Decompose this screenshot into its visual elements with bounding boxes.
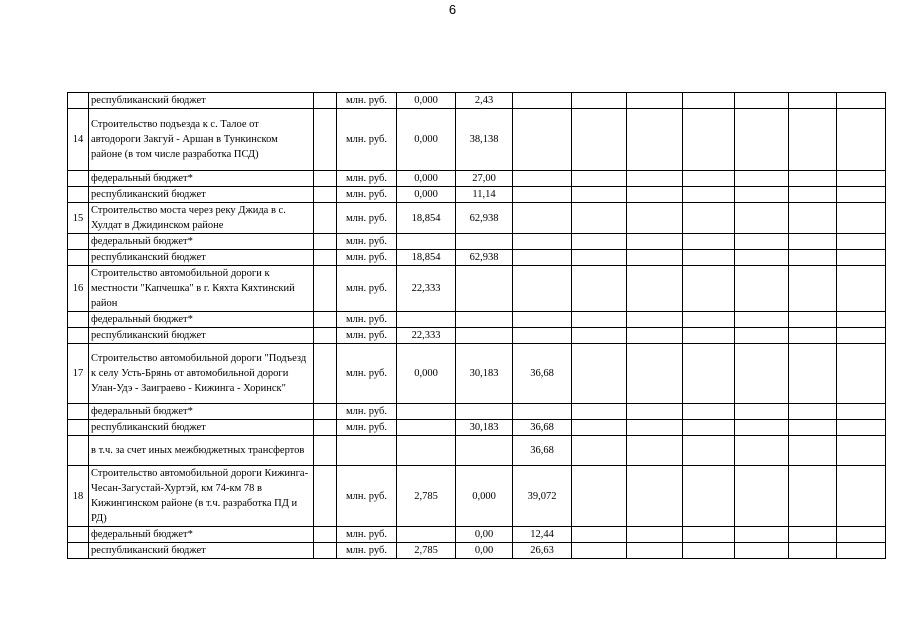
empty-cell — [627, 543, 683, 559]
empty-cell — [789, 328, 837, 344]
empty-cell — [837, 527, 886, 543]
empty-cell — [735, 420, 789, 436]
empty-cell — [627, 404, 683, 420]
empty-cell — [572, 93, 627, 109]
empty-cell — [735, 344, 789, 404]
empty-cell — [837, 312, 886, 328]
row-number — [68, 187, 89, 203]
row-number — [68, 171, 89, 187]
row-number: 17 — [68, 344, 89, 404]
value-cell-1: 2,785 — [397, 466, 456, 527]
empty-cell — [837, 466, 886, 527]
empty-cell — [837, 328, 886, 344]
value-cell-2 — [456, 404, 513, 420]
empty-cell — [627, 187, 683, 203]
item-name: Строительство автомобильной дороги к местности "Капчешка" в г. Кяхта Кяхтинский район — [89, 266, 314, 312]
empty-cell — [683, 312, 735, 328]
unit-cell: млн. руб. — [337, 171, 397, 187]
item-name: республиканский бюджет — [89, 187, 314, 203]
empty-cell — [314, 404, 337, 420]
value-cell-3 — [513, 187, 572, 203]
empty-cell — [314, 266, 337, 312]
empty-cell — [789, 466, 837, 527]
table-row — [68, 234, 886, 250]
value-cell-1: 18,854 — [397, 250, 456, 266]
value-cell-2: 62,938 — [456, 250, 513, 266]
value-cell-2: 2,43 — [456, 93, 513, 109]
unit-cell: млн. руб. — [337, 109, 397, 171]
empty-cell — [627, 109, 683, 171]
row-number — [68, 404, 89, 420]
value-cell-3 — [513, 328, 572, 344]
unit-cell: млн. руб. — [337, 312, 397, 328]
unit-cell: млн. руб. — [337, 234, 397, 250]
empty-cell — [627, 312, 683, 328]
value-cell-2: 62,938 — [456, 203, 513, 234]
unit-cell: млн. руб. — [337, 250, 397, 266]
value-cell-2 — [456, 436, 513, 466]
value-cell-1 — [397, 312, 456, 328]
empty-cell — [837, 404, 886, 420]
value-cell-3: 12,44 — [513, 527, 572, 543]
value-cell-3 — [513, 250, 572, 266]
empty-cell — [314, 171, 337, 187]
empty-cell — [837, 109, 886, 171]
empty-cell — [735, 187, 789, 203]
table-row — [68, 344, 886, 404]
item-name: республиканский бюджет — [89, 93, 314, 109]
empty-cell — [837, 436, 886, 466]
empty-cell — [789, 93, 837, 109]
empty-cell — [683, 187, 735, 203]
empty-cell — [789, 527, 837, 543]
empty-cell — [572, 344, 627, 404]
empty-cell — [627, 344, 683, 404]
item-name: Строительство подъезда к с. Талое от автодороги Закгуй - Аршан в Тункинском районе (в том числе разработка ПСД) — [89, 109, 314, 171]
empty-cell — [314, 543, 337, 559]
unit-cell: млн. руб. — [337, 93, 397, 109]
empty-cell — [314, 344, 337, 404]
value-cell-2: 0,00 — [456, 543, 513, 559]
value-cell-1: 0,000 — [397, 109, 456, 171]
empty-cell — [314, 109, 337, 171]
empty-cell — [627, 466, 683, 527]
empty-cell — [314, 466, 337, 527]
value-cell-1: 0,000 — [397, 93, 456, 109]
empty-cell — [789, 234, 837, 250]
empty-cell — [683, 328, 735, 344]
value-cell-1: 18,854 — [397, 203, 456, 234]
empty-cell — [314, 312, 337, 328]
empty-cell — [314, 527, 337, 543]
value-cell-2: 0,000 — [456, 466, 513, 527]
unit-cell: млн. руб. — [337, 527, 397, 543]
unit-cell: млн. руб. — [337, 266, 397, 312]
table-row — [68, 404, 886, 420]
empty-cell — [789, 420, 837, 436]
empty-cell — [314, 436, 337, 466]
table-row — [68, 420, 886, 436]
page-number: 6 — [448, 2, 457, 17]
empty-cell — [572, 543, 627, 559]
value-cell-1: 0,000 — [397, 171, 456, 187]
empty-cell — [735, 171, 789, 187]
value-cell-3: 39,072 — [513, 466, 572, 527]
empty-cell — [837, 266, 886, 312]
empty-cell — [789, 250, 837, 266]
empty-cell — [789, 543, 837, 559]
item-name: федеральный бюджет* — [89, 171, 314, 187]
empty-cell — [837, 203, 886, 234]
unit-cell: млн. руб. — [337, 543, 397, 559]
empty-cell — [789, 187, 837, 203]
value-cell-2 — [456, 328, 513, 344]
empty-cell — [683, 466, 735, 527]
value-cell-2: 30,183 — [456, 344, 513, 404]
value-cell-2: 38,138 — [456, 109, 513, 171]
empty-cell — [735, 266, 789, 312]
value-cell-3: 26,63 — [513, 543, 572, 559]
row-number: 16 — [68, 266, 89, 312]
table-row — [68, 171, 886, 187]
value-cell-3: 36,68 — [513, 420, 572, 436]
empty-cell — [735, 109, 789, 171]
empty-cell — [627, 436, 683, 466]
empty-cell — [572, 420, 627, 436]
empty-cell — [627, 93, 683, 109]
table-row — [68, 436, 886, 466]
value-cell-1: 22,333 — [397, 266, 456, 312]
empty-cell — [789, 109, 837, 171]
table-row — [68, 466, 886, 527]
empty-cell — [683, 266, 735, 312]
empty-cell — [735, 466, 789, 527]
table-row — [68, 266, 886, 312]
empty-cell — [837, 187, 886, 203]
table-row — [68, 250, 886, 266]
unit-cell: млн. руб. — [337, 404, 397, 420]
empty-cell — [735, 543, 789, 559]
empty-cell — [683, 171, 735, 187]
value-cell-1 — [397, 234, 456, 250]
empty-cell — [683, 250, 735, 266]
empty-cell — [572, 171, 627, 187]
item-name: Строительство автомобильной дороги "Подъезд к селу Усть-Брянь от автомобильной дороги Улан-Удэ - Заиграево - Кижинга - Хоринск" — [89, 344, 314, 404]
unit-cell: млн. руб. — [337, 328, 397, 344]
empty-cell — [837, 93, 886, 109]
empty-cell — [627, 234, 683, 250]
empty-cell — [572, 250, 627, 266]
empty-cell — [627, 266, 683, 312]
row-number — [68, 328, 89, 344]
empty-cell — [789, 436, 837, 466]
empty-cell — [683, 404, 735, 420]
table-row — [68, 312, 886, 328]
value-cell-1 — [397, 527, 456, 543]
value-cell-1 — [397, 436, 456, 466]
empty-cell — [572, 187, 627, 203]
empty-cell — [683, 527, 735, 543]
table-row — [68, 109, 886, 171]
row-number — [68, 543, 89, 559]
value-cell-1: 0,000 — [397, 187, 456, 203]
value-cell-3 — [513, 312, 572, 328]
empty-cell — [572, 527, 627, 543]
value-cell-3 — [513, 266, 572, 312]
row-number: 14 — [68, 109, 89, 171]
value-cell-2 — [456, 312, 513, 328]
empty-cell — [314, 234, 337, 250]
empty-cell — [314, 250, 337, 266]
empty-cell — [735, 203, 789, 234]
value-cell-3 — [513, 234, 572, 250]
empty-cell — [683, 203, 735, 234]
empty-cell — [789, 171, 837, 187]
empty-cell — [572, 109, 627, 171]
empty-cell — [627, 527, 683, 543]
value-cell-1: 22,333 — [397, 328, 456, 344]
value-cell-2: 30,183 — [456, 420, 513, 436]
unit-cell: млн. руб. — [337, 187, 397, 203]
item-name: федеральный бюджет* — [89, 312, 314, 328]
value-cell-2 — [456, 234, 513, 250]
row-number: 15 — [68, 203, 89, 234]
value-cell-3 — [513, 203, 572, 234]
table-row — [68, 187, 886, 203]
empty-cell — [572, 404, 627, 420]
empty-cell — [683, 436, 735, 466]
empty-cell — [837, 250, 886, 266]
empty-cell — [627, 203, 683, 234]
empty-cell — [627, 250, 683, 266]
empty-cell — [735, 328, 789, 344]
value-cell-3 — [513, 404, 572, 420]
empty-cell — [789, 203, 837, 234]
item-name: республиканский бюджет — [89, 250, 314, 266]
row-number — [68, 420, 89, 436]
value-cell-2: 0,00 — [456, 527, 513, 543]
unit-cell — [337, 436, 397, 466]
item-name: Строительство моста через реку Джида в с. Хулдат в Джидинском районе — [89, 203, 314, 234]
empty-cell — [572, 266, 627, 312]
empty-cell — [683, 420, 735, 436]
value-cell-1: 2,785 — [397, 543, 456, 559]
empty-cell — [789, 312, 837, 328]
empty-cell — [314, 420, 337, 436]
item-name: федеральный бюджет* — [89, 527, 314, 543]
empty-cell — [735, 436, 789, 466]
item-name: Строительство автомобильной дороги Кижинга-Чесан-Загустай-Хуртэй, км 74-км 78 в Кижингинском районе (в т.ч. разработка ПД и РД) — [89, 466, 314, 527]
empty-cell — [683, 234, 735, 250]
item-name: республиканский бюджет — [89, 420, 314, 436]
empty-cell — [789, 266, 837, 312]
empty-cell — [314, 187, 337, 203]
empty-cell — [572, 328, 627, 344]
table-row — [68, 203, 886, 234]
value-cell-3: 36,68 — [513, 436, 572, 466]
empty-cell — [735, 527, 789, 543]
item-name: в т.ч. за счет иных межбюджетных трансфертов — [89, 436, 314, 466]
value-cell-3 — [513, 109, 572, 171]
value-cell-1: 0,000 — [397, 344, 456, 404]
row-number — [68, 93, 89, 109]
row-number: 18 — [68, 466, 89, 527]
row-number — [68, 234, 89, 250]
value-cell-3 — [513, 93, 572, 109]
budget-table — [67, 92, 886, 559]
empty-cell — [683, 109, 735, 171]
empty-cell — [789, 404, 837, 420]
empty-cell — [572, 436, 627, 466]
empty-cell — [572, 466, 627, 527]
value-cell-3: 36,68 — [513, 344, 572, 404]
empty-cell — [314, 328, 337, 344]
empty-cell — [627, 328, 683, 344]
unit-cell: млн. руб. — [337, 344, 397, 404]
table-row — [68, 543, 886, 559]
item-name: федеральный бюджет* — [89, 234, 314, 250]
unit-cell: млн. руб. — [337, 466, 397, 527]
empty-cell — [837, 543, 886, 559]
value-cell-3 — [513, 171, 572, 187]
empty-cell — [837, 344, 886, 404]
row-number — [68, 312, 89, 328]
row-number — [68, 527, 89, 543]
empty-cell — [789, 344, 837, 404]
empty-cell — [735, 234, 789, 250]
value-cell-2: 27,00 — [456, 171, 513, 187]
value-cell-1 — [397, 404, 456, 420]
empty-cell — [735, 404, 789, 420]
row-number — [68, 250, 89, 266]
table-row — [68, 328, 886, 344]
value-cell-2 — [456, 266, 513, 312]
table-row — [68, 93, 886, 109]
empty-cell — [627, 171, 683, 187]
empty-cell — [735, 250, 789, 266]
empty-cell — [572, 203, 627, 234]
value-cell-2: 11,14 — [456, 187, 513, 203]
empty-cell — [735, 312, 789, 328]
empty-cell — [735, 93, 789, 109]
item-name: федеральный бюджет* — [89, 404, 314, 420]
empty-cell — [314, 93, 337, 109]
empty-cell — [572, 312, 627, 328]
empty-cell — [837, 234, 886, 250]
empty-cell — [314, 203, 337, 234]
empty-cell — [683, 344, 735, 404]
unit-cell: млн. руб. — [337, 420, 397, 436]
empty-cell — [683, 543, 735, 559]
empty-cell — [683, 93, 735, 109]
empty-cell — [837, 171, 886, 187]
empty-cell — [572, 234, 627, 250]
budget-table-body — [68, 93, 886, 559]
empty-cell — [837, 420, 886, 436]
row-number — [68, 436, 89, 466]
item-name: республиканский бюджет — [89, 328, 314, 344]
unit-cell: млн. руб. — [337, 203, 397, 234]
table-row — [68, 527, 886, 543]
value-cell-1 — [397, 420, 456, 436]
empty-cell — [627, 420, 683, 436]
item-name: республиканский бюджет — [89, 543, 314, 559]
